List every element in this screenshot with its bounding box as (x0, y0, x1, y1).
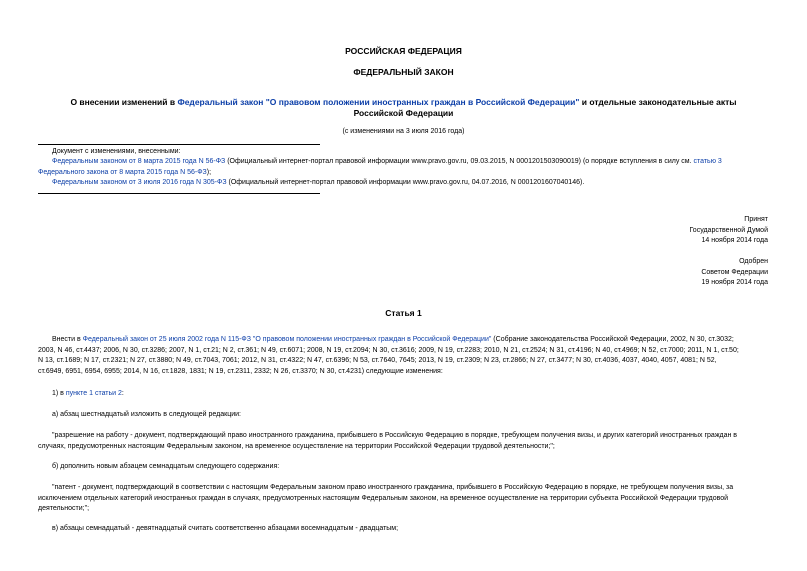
change-law-305-link[interactable]: Федеральным законом от 3 июля 2016 года N 305-ФЗ (52, 179, 227, 186)
p1-line3: N 13, ст.1689; N 17, ст.2321; N 27, ст.3880; N 49, ст.7043, 7061; 2012, N 31, ст.4322; N 47, ст.6396; N 53, ст.7640, 7645; 2013, N 19, ст.2309; N 23, ст.2866; N 27, ст.3477; N 30, ст.4036, 4037, 4040, 4057, 4081; N 52, (38, 357, 717, 364)
accepted-block (689, 215, 768, 247)
approved-by: Советом Федерации (701, 268, 768, 276)
changes-intro: Документ с изменениями, внесенными: (52, 148, 181, 155)
country-heading: РОССИЙСКАЯ ФЕДЕРАЦИЯ (345, 46, 462, 56)
quote-2-line1: "патент - документ, подтверждающий в соответствии с настоящим Федеральным законом право иностранного гражданина, прибывшего в Российскую Федерацию в порядке, не требующем получения визы, за (52, 484, 734, 491)
subitem-a: а) абзац шестнадцатый изложить в следующей редакции: (52, 411, 241, 418)
quote-2-line2: исключением отдельных категорий иностранных граждан в случаях, предусмотренных настоящим Федеральным законом, на временное осуществление на территории субъекта Российской Федерации трудовой (38, 494, 729, 502)
change-law-56-link[interactable]: Федеральным законом от 8 марта 2015 года N 56-ФЗ (52, 158, 226, 165)
changes-bottom-rule (38, 193, 320, 194)
law-115-link[interactable]: Федеральный закон от 25 июля 2002 года N 115-ФЗ "О правовом положении иностранных граждан в Российской Федерации" (82, 336, 492, 343)
article-1-heading: Статья 1 (385, 308, 422, 318)
p1-line1-rest: (Собрание законодательства Российской Федерации, 2002, N 30, ст.3032; (491, 336, 734, 343)
accepted-line: Принят (744, 216, 768, 223)
point-1-article-2-link[interactable]: пункте 1 статьи 2 (65, 390, 122, 397)
quote-1-line1: "разрешение на работу - документ, подтверждающий право иностранного гражданина, прибывшего в Российскую Федерацию в порядке, требующем получения визы, и других категорий иностранных граждан в (52, 432, 738, 439)
change-item-2-text: (Официальный интернет-портал правовой информации www.pravo.gov.ru, 04.07.2016, N 0001201607040146). (226, 179, 585, 186)
quote-2-line3: деятельности;"; (38, 505, 90, 512)
changes-item-2 (52, 178, 768, 189)
document-title (0, 97, 807, 107)
document-title-line2: Российской Федерации (353, 108, 454, 118)
subitem-b: б) дополнить новым абзацем семнадцатым следующего содержания: (52, 463, 280, 470)
title-suffix: и отдельные законодательные акты (579, 97, 737, 107)
title-law-link[interactable]: Федеральный закон "О правовом положении иностранных граждан в Российской Федерации" (177, 97, 580, 107)
doc-type-heading: ФЕДЕРАЛЬНЫЙ ЗАКОН (353, 67, 454, 77)
article-3-link-b[interactable]: Федерального закона от 8 марта 2015 года N 56-ФЗ (38, 168, 207, 176)
item-1-line (52, 389, 124, 400)
quote-2 (38, 483, 768, 515)
approved-date: 19 ноября 2014 года (701, 279, 768, 286)
approved-line: Одобрен (739, 258, 768, 265)
item-1-prefix: 1) в (52, 390, 66, 397)
edition-note: (с изменениями на 3 июля 2016 года) (342, 128, 465, 135)
approved-block (701, 257, 768, 289)
quote-1-line2: случаях, предусмотренных настоящим Федеральным законом, на временное осуществление на территории Российской Федерации трудовой деятельности;"; (38, 442, 555, 450)
change-item-1-text: (Официальный интернет-портал правовой информации www.pravo.gov.ru, 09.03.2015, N 0001201503090019) (о порядке вступления в силу см. (225, 158, 694, 165)
item-1-suffix: : (121, 390, 124, 397)
p1-line4: ст.6949, 6951, 6954, 6955; 2014, N 16, ст.1828, 1831; N 19, ст.2311, 2332; N 26, ст.3370; N 30, ст.4231) следующие изменения: (38, 367, 443, 375)
p1-line2: 2003, N 46, ст.4437; 2006, N 30, ст.3286; 2007, N 1, ст.21; N 2, ст.361; N 49, ст.6071; 2008, N 19, ст.2094; N 30, ст.3616; 2009, N 19, ст.2283; 2010, N 21, ст.2524; N 31, ст.4196; N 40, ст.4969; N 52, ст.7000; 2011, N 1, ст.50; (38, 346, 739, 354)
changes-top-rule (38, 144, 320, 145)
accepted-by: Государственной Думой (689, 226, 768, 234)
p1-prefix: Внести в (52, 336, 83, 343)
article-3-link-a[interactable]: статью 3 (693, 158, 722, 165)
subitem-v: в) абзацы семнадцатый - девятнадцатый считать соответственно абзацами восемнадцатым - двадцатым; (52, 525, 399, 532)
quote-1 (38, 431, 768, 452)
article-1-paragraph-1 (38, 335, 768, 377)
title-prefix: О внесении изменений в (70, 97, 178, 107)
accepted-date: 14 ноября 2014 года (701, 237, 768, 244)
change-item-1-end: ); (206, 168, 212, 176)
changes-item-1 (38, 157, 768, 178)
